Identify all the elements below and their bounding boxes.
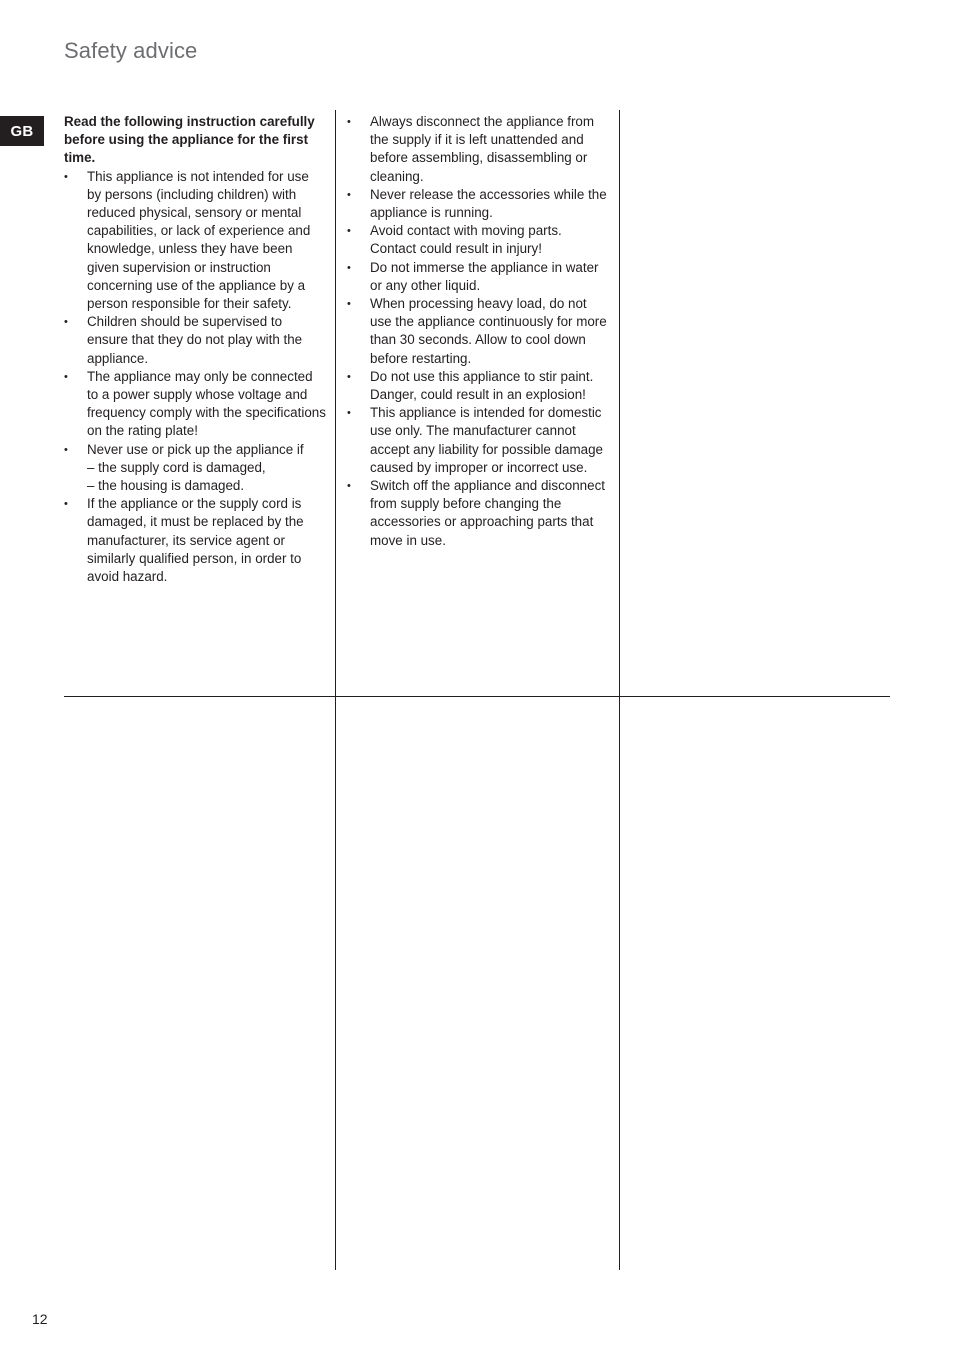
safety-column-1 [64,113,326,586]
safety-list-2 [347,113,611,550]
list-item: • Never release the accessories while the appliance is running. [347,186,611,222]
list-item: • Never use or pick up the appliance if – the supply cord is damaged, – the housing is damaged. [64,441,326,496]
safety-column-2 [347,113,611,550]
list-item: • When processing heavy load, do not use the appliance continuously for more than 30 seconds. Allow to cool down before restarting. [347,295,611,368]
list-item: • The appliance may only be connected to a power supply whose voltage and frequency comply with the specifications on the rating plate! [64,368,326,441]
column-divider-right [619,110,620,1270]
page-title: Safety advice [64,38,198,63]
safety-list-1 [64,168,326,587]
column-divider-left [335,110,336,1270]
language-tab: GB [0,116,44,146]
list-item: • Always disconnect the appliance from the supply if it is left unattended and before assembling, disassembling or cleaning. [347,113,611,186]
horizontal-rule [64,696,890,697]
intro-text: Read the following instruction carefully before using the appliance for the first time. [64,114,315,166]
list-item: • Do not use this appliance to stir paint. Danger, could result in an explosion! [347,368,611,404]
list-item: • If the appliance or the supply cord is damaged, it must be replaced by the manufacturer, its service agent or similarly qualified person, in order to avoid hazard. [64,495,326,586]
list-item: • Do not immerse the appliance in water or any other liquid. [347,259,611,295]
list-item: • This appliance is not intended for use by persons (including children) with reduced physical, sensory or mental capabilities, or lack of experience and knowledge, unless they have been given supervision or instruction concerning use of the appliance by a person responsible for their safety. [64,168,326,314]
list-item: • Children should be supervised to ensure that they do not play with the appliance. [64,313,326,368]
list-item: • Switch off the appliance and disconnect from supply before changing the accessories or approaching parts that move in use. [347,477,611,550]
page-number: 12 [32,1311,48,1327]
list-item: • Avoid contact with moving parts. Contact could result in injury! [347,222,611,258]
list-item: • This appliance is intended for domestic use only. The manufacturer cannot accept any liability for possible damage caused by improper or incorrect use. [347,404,611,477]
